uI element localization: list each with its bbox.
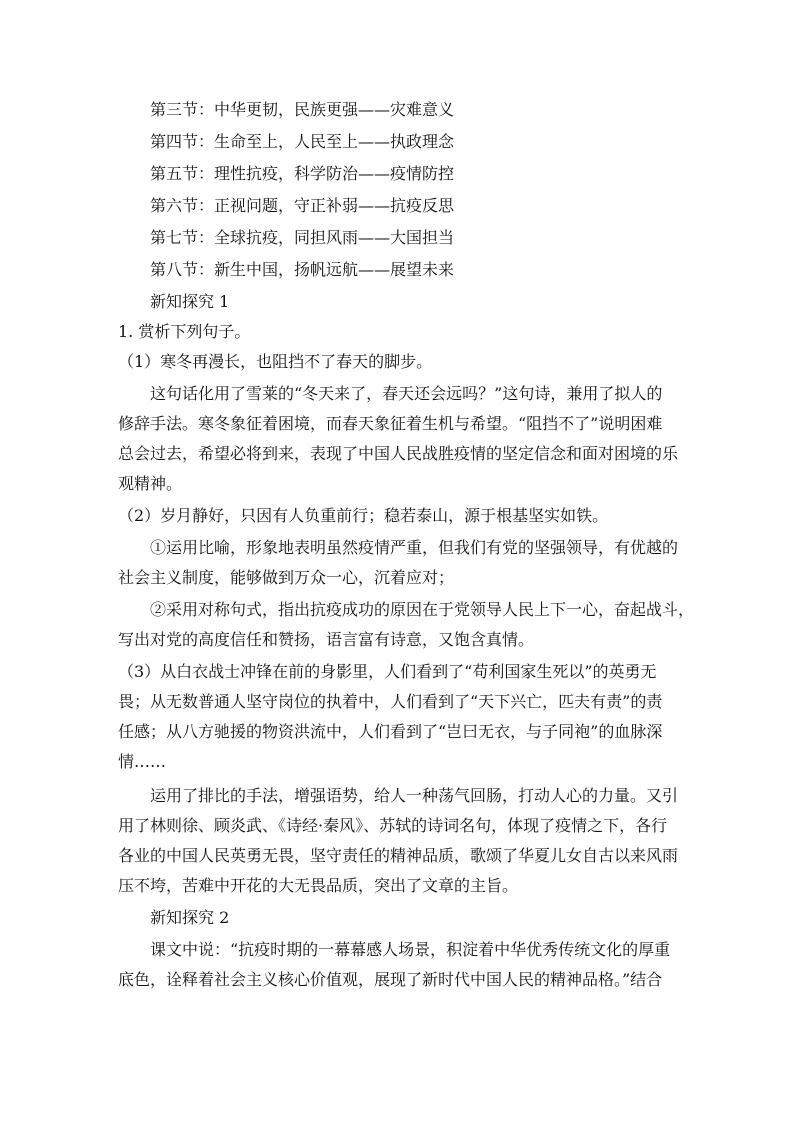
section-line: 第五节：理性抗疫，科学防治——疫情防控: [150, 164, 455, 183]
analysis-line: 压不垮，苦难中开花的大无畏品质，突出了文章的主旨。: [118, 876, 519, 895]
section-line: 第六节：正视问题，守正补弱——抗疫反思: [150, 196, 455, 215]
explore2-heading: 新知探究 2: [150, 908, 230, 927]
sentence-3: 情……: [118, 752, 167, 771]
analysis-line: 观精神。: [118, 474, 183, 493]
analysis-line: 社会主义制度，能够做到万众一心，沉着应对；: [118, 568, 455, 587]
analysis-line: 写出对党的高度信任和赞扬，语言富有诗意，又饱含真情。: [118, 630, 535, 649]
section-line: 第四节：生命至上，人民至上——执政理念: [150, 132, 455, 151]
analysis-line: 用了林则徐、顾炎武、《诗经·秦风》、苏轼的诗词名句，体现了疫情之下，各行: [118, 816, 668, 835]
sentence-1: （1）寒冬再漫长，也阻挡不了春天的脚步。: [118, 352, 433, 371]
sentence-3: 畏；从无数普通人坚守岗位的执着中，人们看到了“天下兴亡，匹夫有责”的责: [118, 692, 663, 711]
analysis-line: 修辞手法。寒冬象征着困境，而春天象征着生机与希望。“阻挡不了”说明困难: [118, 414, 663, 433]
analysis-line: 这句话化用了雪莱的“冬天来了，春天还会远吗？”这句诗，兼用了拟人的: [150, 384, 663, 403]
section-line: 第七节：全球抗疫，同担风雨——大国担当: [150, 228, 455, 247]
explore2-text: 课文中说：“抗疫时期的一幕幕感人场景，积淀着中华优秀传统文化的厚重: [150, 940, 671, 959]
sentence-2: （2）岁月静好，只因有人负重前行；稳若泰山，源于根基坚实如铁。: [118, 506, 609, 525]
analysis-line: 各业的中国人民英勇无畏，坚守责任的精神品质，歌颂了华夏儿女自古以来风雨: [118, 846, 679, 865]
section-line: 第三节：中华更韧，民族更强——灾难意义: [150, 100, 455, 119]
question-1: 1. 赏析下列句子。: [118, 322, 251, 341]
explore1-heading: 新知探究 1: [150, 292, 230, 311]
analysis-line: 总会过去，希望必将到来，表现了中国人民战胜疫情的坚定信念和面对困境的乐: [118, 444, 679, 463]
analysis-line: 运用了排比的手法，增强语势，给人一种荡气回肠，打动人心的力量。又引: [150, 786, 679, 805]
analysis-line: ①运用比喻，形象地表明虽然疫情严重，但我们有党的坚强领导，有优越的: [150, 538, 679, 557]
sentence-3: 任感；从八方驰援的物资洪流中，人们看到了“岂曰无衣，与子同袍”的血脉深: [118, 722, 663, 741]
section-line: 第八节：新生中国，扬帆远航——展望未来: [150, 260, 455, 279]
analysis-line: ②采用对称句式，指出抗疫成功的原因在于党领导人民上下一心，奋起战斗，: [150, 600, 695, 619]
explore2-text: 底色，诠释着社会主义核心价值观，展现了新时代中国人民的精神品格。”结合: [118, 970, 663, 989]
sentence-3: （3）从白衣战士冲锋在前的身影里，人们看到了“苟利国家生死以”的英勇无: [118, 662, 657, 681]
